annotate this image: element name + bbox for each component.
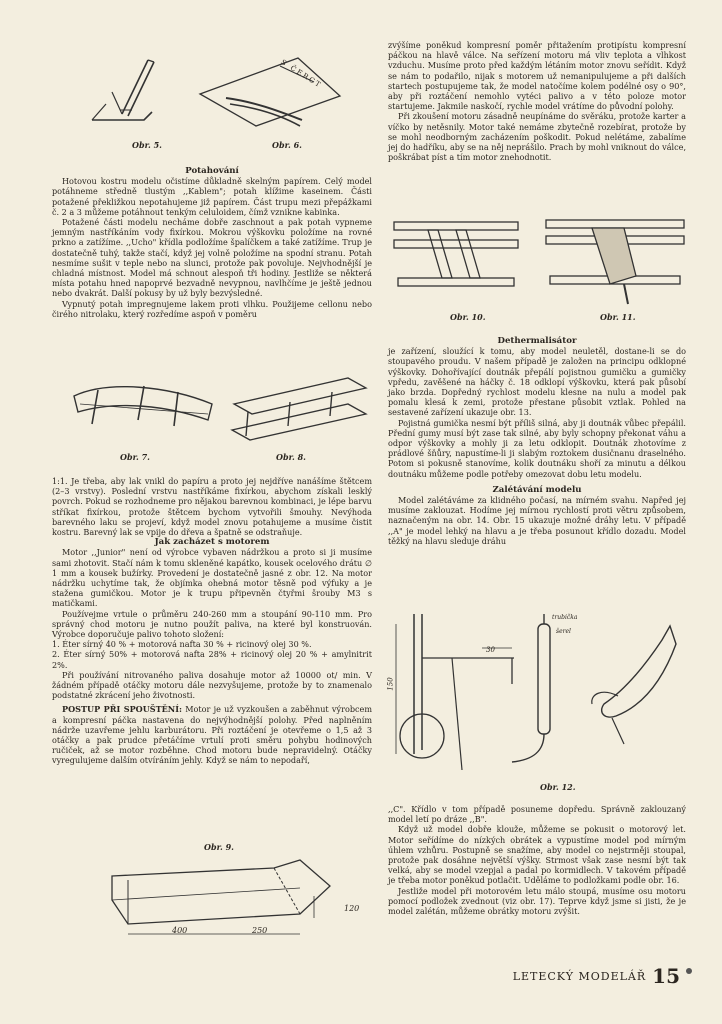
figure-8 bbox=[228, 374, 374, 444]
figure-11 bbox=[544, 214, 690, 308]
caption-obr7: Obr. 7. bbox=[120, 452, 150, 462]
list-item: 1. Éter sírný 40 % + motorová nafta 30 % + ricinový olej 30 %. bbox=[52, 639, 312, 650]
magazine-title: LETECKÝ MODELÁŘ bbox=[512, 970, 647, 983]
figure-12 bbox=[392, 604, 692, 774]
paragraph: Motor ,,Junior" není od výrobce vybaven nádržkou a proto si ji musíme sami zhotovit. Stačí nám k tomu skleněné kapátko, kousek ocelového drátu ∅ 1 mm a kousek bužírky. Provedení je dostatečně jasné z obr. 12. Na motor nádržku uchytíme tak, že objímka ohebná motor těsně pod výfuky a je stažena gumičkou. Motor je k trupu připevněn čtyřmi šrouby M3 s matičkami. bbox=[52, 547, 372, 609]
right-column-top bbox=[388, 40, 686, 162]
left-column-bottom bbox=[52, 476, 372, 766]
paragraph: Pojistná gumička nesmí být příliš silná, aby ji doutnák vůbec přepálil. Přední gumy musí být zase tak silné, aby byly schopny překonat váhu a odpor výškovky a mohly ji za letu odklopit. Doutnák zhotovíme z prádlové šňůry, napustíme-li ji slabým roztokem dusičnanu draselného. Potom si pokusně stanovíme, kolik doutnáku shoří za minutu a délkou doutnáku můžeme podle potřeby omezovat dobu letu modelu. bbox=[388, 417, 686, 479]
caption-obr12: Obr. 12. bbox=[540, 782, 576, 792]
figure-12-label-top2: šerel bbox=[556, 628, 571, 635]
section-title-potahovani: Potahování bbox=[185, 166, 239, 176]
postup-text: Motor je už vyzkoušen a zaběhnut výrobcem a kompresní páčka nastavena do nejvýhodnější polohy. Před naplněním nádrže uzavřeme jehlu karburátoru. Při roztáčení je otevřeme o 1,5 až 3 otáčky a pak prudce přetáčíme vrtulí proti směru pohybu hodinových ručiček, až se motor rozběhne. Chod motoru bude nepravidelný. Otáčky vyregulujeme dalším otvíráním jehly. Když se nám to nepodaří, bbox=[52, 704, 372, 766]
list-item: 2. Éter sírný 50% + motorová nafta 28% + ricinový olej 20 % + amylnitrit 2%. bbox=[52, 649, 372, 670]
left-column-top bbox=[52, 166, 372, 319]
page-number: 15 bbox=[652, 964, 680, 988]
page-footer bbox=[513, 964, 680, 988]
paragraph: zvýšíme poněkud kompresní poměr přitažením protipístu kompresní páčkou na hlavě válce. Na seřízení motoru má vliv teplota a vlhkost vzduchu. Musíme proto před každým létáním motor znovu seřídit. Když se nám to podařilo, nijak s motorem už nemanipulujeme a při dalších startech postupujeme tak, že model natočíme kolem podélné osy o 90°, aby při roztáčení nemohlo vytéci palivo a v této poloze motor startujeme. Jakmile naskočí, rychle model vrátíme do původní polohy. bbox=[388, 40, 686, 112]
caption-obr10: Obr. 10. bbox=[450, 312, 486, 322]
figure-9-dim-120: 120 bbox=[344, 904, 360, 913]
paragraph: 1:1. Je třeba, aby lak vnikl do papíru a proto jej nejdříve nanášíme štětcem (2–3 vrstvy). Poslední vrstvu nastříkáme fixírkou, abychom získali lesklý povrch. Pokud se rozhodneme pro nějakou barevnou kombinaci, je lépe barvu stříkat fixírkou, protože štětcem bychom vytvořili šmouhy. Nevýhoda barevného laku se projeví, když model znovu potahujeme a musíme čistit kostru. Barevný lak se vpije do dřeva a špatně se odstraňuje. bbox=[52, 476, 372, 538]
postup-lead: POSTUP PŘI SPOUŠTĚNÍ: bbox=[62, 704, 182, 715]
paragraph: Používejme vrtule o průměru 240-260 mm a stoupání 90-110 mm. Pro správný chod motoru je nutno použít paliva, na které byl konstruován. Výrobce doporučuje palivo tohoto složení: bbox=[52, 608, 372, 640]
paragraph: Hotovou kostru modelu očistíme důkladně skelným papírem. Celý model potáhneme středně tlustým ,,Kablem"; potah klížime kaseinem. Části potažené překližkou nepotahujeme již papírem. Část trupu mezi přepážkami č. 2 a 3 můžeme potáhnout tenkým celuloidem, čímž vznikne kabinka. bbox=[52, 176, 372, 217]
paragraph: je zařízení, sloužící k tomu, aby model neuletěl, dostane-li se do stoupavého proudu. V našem případě je založen na principu odklopné výškovky. Dohořívající doutnák přepálí pojistnou gumičku a gumičky vpředu, zavěšené na háčky č. 18 odklopí výškovku, která pak působí jako brzda. Dopředný rychlost modelu klesne na nulu a model pak pomalu klesá k zemi, protože přestane působit vztlak. Pohled na sestavené zařízení ukazuje obr. 13. bbox=[388, 346, 686, 418]
paragraph: Při používání nitrovaného paliva dosahuje motor až 10000 ot/ min. V žádném případě otáčky motoru dále nezvyšujeme, protože by to znamenalo podstatné zkrácení jeho životnosti. bbox=[52, 669, 372, 701]
figure-9-dim-250: 250 bbox=[252, 926, 268, 935]
paragraph: Když už model dobře klouže, můžeme se pokusit o motorový let. Motor seřídíme do nízkých obrátek a vypustíme model pod mírným úhlem vzhůru. Postupně se snažíme, aby model co nejstrměji stoupal, protože pak dosáhne největší výšky. Strmost však zase nesmí být tak velká, aby se model vzepjal a padal po kormidlech. V takovém případě je třeba motor poněkud potlačit. Udělámе to podložkami podle obr. 16. bbox=[388, 824, 686, 886]
section-title-zaletavani: Zalétávání modelu bbox=[492, 484, 582, 495]
figure-7 bbox=[68, 376, 218, 440]
figure-12-dim-30: 30 bbox=[486, 646, 495, 654]
caption-obr5: Obr. 5. bbox=[132, 140, 162, 150]
section-title-motor: Jak zacházet s motorem bbox=[154, 537, 270, 548]
figure-6 bbox=[196, 54, 346, 130]
section-title-dethermalisator: Dethermalisátor bbox=[497, 336, 577, 346]
paragraph: Při zkoušení motoru zásadně neupínáme do svěráku, protože karter a víčko by netěsnily. Motor také nemáme zbytečně rozebírat, protože by se mohl neodborným zacházením poškodit. Pokud nelétáme, zabalíme jej do hadříku, aby se na něj neprášilo. Prach by mohl vniknout do válce, poškrábat píst a tím motor znehodnotit. bbox=[388, 111, 687, 163]
paragraph: ,,C". Křídlo v tom případě posuneme dopředu. Správně zaklouzaný model letí po dráze ,,B". bbox=[388, 804, 686, 825]
paragraph: Jestliže model při motorovém letu málo stoupá, musíme osu motoru pomocí podložek zvednout (viz obr. 17). Teprve když jsme si jisti, že je model zalétán, můžeme obrátky motoru zvýšit. bbox=[388, 885, 686, 917]
caption-obr8: Obr. 8. bbox=[276, 452, 306, 462]
figure-12-dim-side: 150 bbox=[386, 677, 395, 691]
paragraph-postup bbox=[52, 704, 372, 765]
figure-10 bbox=[392, 214, 522, 304]
caption-obr9: Obr. 9. bbox=[204, 842, 234, 852]
paragraph: Model zalétáváme za klidného počasí, na mírném svahu. Napřed jej musíme zaklouzat. Hodíme jej mírnou rychlostí proti větru způsobem, naznačeným na obr. 14. Obr. 15 ukazuje možné dráhy letu. V případě ,,A" je model lehký na hlavu a je třeba posunout křídlo dozadu. Model těžký na hlavu sleduje dráhu bbox=[388, 495, 686, 546]
figure-9-dim-400: 400 bbox=[172, 926, 188, 935]
caption-obr11: Obr. 11. bbox=[600, 312, 636, 322]
figure-5 bbox=[86, 52, 176, 132]
right-column-middle bbox=[388, 336, 686, 546]
footer-dot bbox=[686, 968, 692, 974]
right-column-bottom bbox=[388, 804, 686, 916]
figure-12-label-top: trubička bbox=[552, 614, 578, 621]
paragraph: Potažené části modelu necháme dobře zaschnout a pak potah vypneme jemným nastříkáním vody fixírkou. Mokrou výškovku položíme na rovné prkno a zatížíme. ,,Ucho" křídla podložíme špalíčkem a také zatížíme. Trup je dostatečně tuhý, takže stačí, když jej volně položíme na spodní stranu. Potah nesmíme sušit v teple nebo na slunci, protože pak povoluje. Nejvhodnější je chladná místnost. Model má schnout alespoň tři hodiny. Jestliže se některá místa potahu hned napoprvé bezvadně nevypnou, navlhčíme je ještě jednou nebo dvakrát. Další pokusy by už byly bezvýsledné. bbox=[52, 217, 372, 299]
paragraph: Vypnutý potah impregnujeme lakem proti vlhku. Použijeme cellonu nebo čirého nitrolaku, který rozředíme aspoň v poměru bbox=[52, 298, 372, 319]
figure-6-label: S ČERCT bbox=[279, 58, 324, 90]
caption-obr6: Obr. 6. bbox=[272, 140, 302, 150]
figure-9 bbox=[104, 856, 374, 946]
